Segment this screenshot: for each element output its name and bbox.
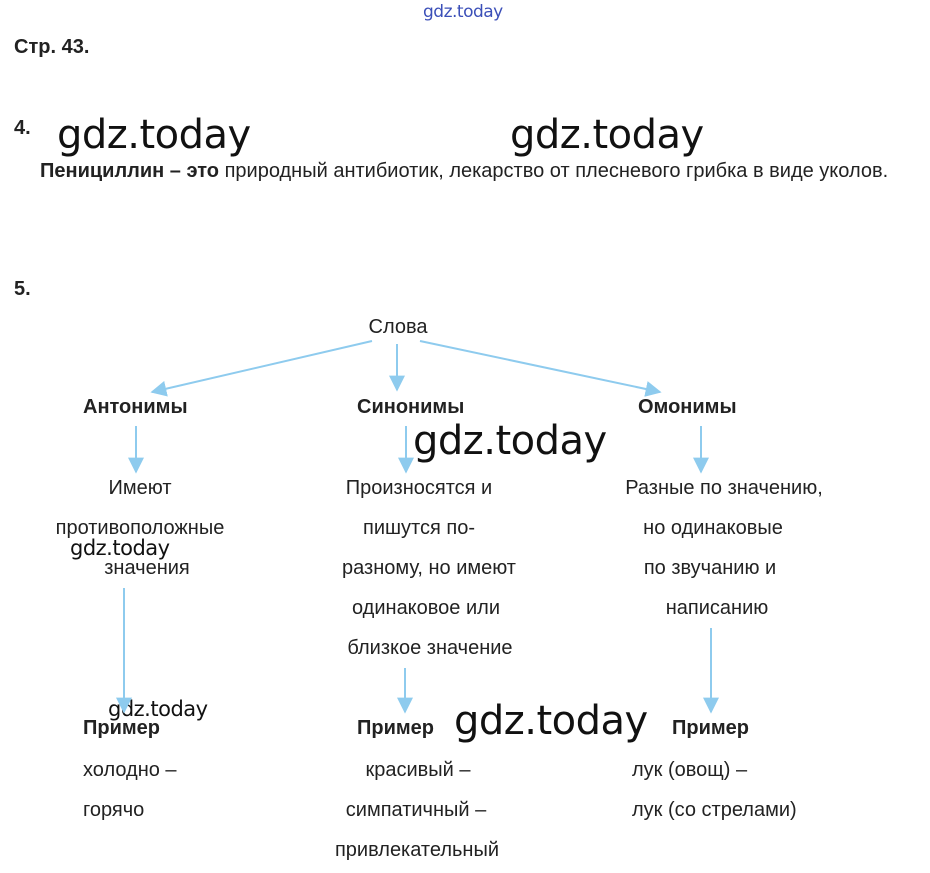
synonyms-definition-line: пишутся по- [363, 517, 475, 539]
watermark: gdz.today [413, 418, 607, 464]
watermark-top: gdz.today [423, 2, 503, 22]
synonyms-definition-line: разному, но имеют [342, 557, 516, 579]
homonyms-definition-line: написанию [665, 597, 769, 619]
homonyms-definition-line: но одинаковые [643, 517, 783, 539]
homonyms-example-label: Пример [672, 717, 750, 739]
antonyms-example-label: Пример [83, 717, 161, 739]
antonyms-example-line: горячо [83, 799, 145, 821]
watermark: gdz.today [454, 698, 648, 744]
task-5-number: 5. [14, 278, 31, 300]
homonyms-example-line: лук (со стрелами) [632, 799, 797, 821]
branch-title-homonyms: Омонимы [638, 396, 737, 418]
branch-title-synonyms: Синонимы [357, 396, 465, 418]
antonyms-example-line: холодно – [83, 759, 177, 781]
antonyms-definition-line: значения [104, 557, 190, 579]
synonyms-example-line: симпатичный – [345, 799, 487, 821]
antonyms-definition-line: противоположные [55, 517, 225, 539]
synonyms-definition-line: одинаковое или [351, 597, 501, 619]
diagram-root: Слова [368, 316, 428, 338]
page-label: Стр. 43. [14, 36, 90, 58]
task-4-number: 4. [14, 117, 31, 139]
watermark: gdz.today [108, 697, 208, 721]
watermark: gdz.today [57, 112, 251, 158]
synonyms-definition-line: Произносятся и [345, 477, 493, 499]
arrow-root-antonyms [152, 341, 372, 392]
watermark: gdz.today [70, 536, 170, 560]
task-4-text: природный антибиотик, лекарство от плесневого грибка в виде уколов. [219, 160, 889, 182]
watermark: gdz.today [510, 112, 704, 158]
synonyms-example-label: Пример [357, 717, 435, 739]
synonyms-example-line: привлекательный [334, 839, 500, 861]
homonyms-definition-line: Разные по значению, [625, 477, 823, 499]
homonyms-definition-line: по звучанию и [643, 557, 777, 579]
synonyms-definition-line: близкое значение [347, 637, 513, 659]
task-4-lead: Пенициллин – это [40, 160, 220, 182]
branch-title-antonyms: Антонимы [83, 396, 188, 418]
synonyms-example-line: красивый – [365, 759, 471, 781]
homonyms-example-line: лук (овощ) – [632, 759, 748, 781]
antonyms-definition-line: Имеют [108, 477, 172, 499]
arrow-root-homonyms [420, 341, 660, 392]
